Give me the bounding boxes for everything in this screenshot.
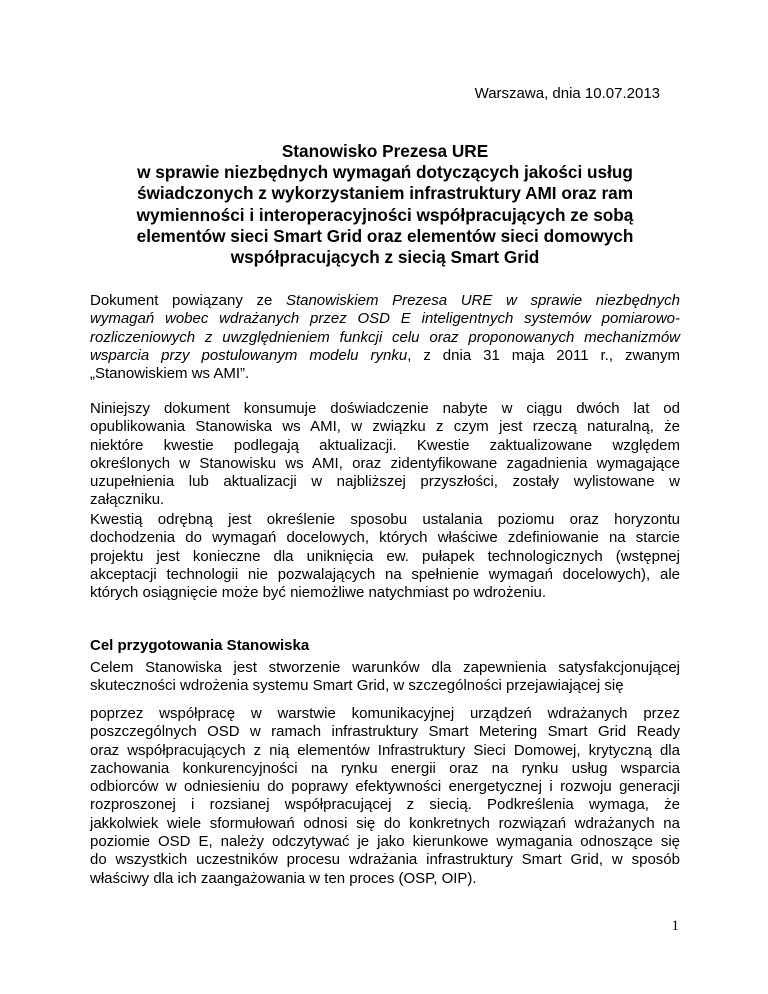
paragraph-target-requirements <box>90 511 680 602</box>
paragraph-line: do wszystkich uczestników procesu wdrażania infrastruktury Smart Grid, w sposób <box>90 851 680 869</box>
paragraph-line: akceptacji technologii nie pozwalających na spełnienie wymagań docelowych), ale <box>90 565 680 583</box>
paragraph-line: „Stanowiskiem ws AMI”. <box>90 365 250 383</box>
italic-run: Stanowiskiem Prezesa URE w sprawie niezbędnych <box>285 292 680 309</box>
paragraph-experience <box>90 400 680 510</box>
page-number: 1 <box>671 918 679 934</box>
paragraph-line: Kwestią odrębną jest określenie sposobu ustalania poziomu oraz horyzontu <box>90 511 680 528</box>
paragraph-line: zachowania konkurencyjności na rynku energii oraz na rynku usług wsparcia <box>90 759 680 777</box>
italic-run: wsparcia przy postulowanym modelu rynku <box>90 346 408 364</box>
paragraph-line <box>90 310 680 328</box>
title-line: w sprawie niezbędnych wymagań dotyczących jakości usług <box>137 162 633 183</box>
paragraph-line: niektóre kwestie podlegają aktualizacji. Kwestie zaktualizowane względem <box>90 436 680 454</box>
paragraph-line: których osiągnięcie może być niemożliwe natychmiast po wdrożeniu. <box>90 584 547 602</box>
paragraph-line: jakkolwiek wiele sformułowań odnosi się do konkretnych rozwiązań wdrażanych na <box>90 814 680 832</box>
paragraph-line <box>90 347 680 365</box>
title-line: świadczonych z wykorzystaniem infrastruktury AMI oraz ram <box>136 183 634 204</box>
paragraph-related-document <box>90 292 680 383</box>
text-run: Dokument powiązany ze <box>90 292 286 309</box>
paragraph-line: Niniejszy dokument konsumuje doświadczenie nabyte w ciągu dwóch lat od <box>90 400 680 417</box>
paragraph-line: poziomie OSD E, należy odczytywać je jako kierunkowe wymagania odnoszące się <box>90 833 680 851</box>
paragraph-line: projektu jest konieczne dla uniknięcia ew. pułapek technologicznych (wstępnej <box>90 547 680 565</box>
title-line: elementów sieci Smart Grid oraz elementów sieci domowych <box>136 225 634 246</box>
paragraph-line: dochodzenia do wymagań docelowych, których właściwe zdefiniowanie na starcie <box>90 529 680 547</box>
paragraph-line: określonych w Stanowisku ws AMI, oraz zidentyfikowane zagadnienia wymagające <box>90 454 680 472</box>
section-heading: Cel przygotowania Stanowiska <box>90 637 310 654</box>
paragraph-line: załączniku. <box>90 491 165 509</box>
paragraph-line: właściwy dla ich zaangażowania w ten proces (OSP, OIP). <box>90 869 477 887</box>
paragraph-purpose <box>90 659 680 696</box>
text-run: , z dnia 31 maja 2011 r., zwanym <box>407 346 681 364</box>
paragraph-line: odbiorców w odniesieniu do poprawy efektywności energetycznej i rozwoju generacji <box>90 778 680 796</box>
date-line: Warszawa, dnia 10.07.2013 <box>474 85 660 102</box>
paragraph-line: rozproszonej i rozsianej współpracującej z siecią. Podkreślenia wymaga, że <box>90 796 680 814</box>
title-line: Stanowisko Prezesa URE <box>281 141 489 161</box>
paragraph-cooperation <box>90 705 680 888</box>
paragraph-line: Celem Stanowiska jest stworzenie warunków dla zapewnienia satysfakcjonującej <box>90 659 680 676</box>
paragraph-line <box>90 292 680 310</box>
title-line: współpracujących z siecią Smart Grid <box>230 247 540 268</box>
italic-run: wymagań wobec wdrażanych przez OSD E inteligentnych systemów pomiarowo- <box>90 310 680 328</box>
paragraph-line: opublikowania Stanowiska ws AMI, w związku z czym jest rzeczą naturalną, że <box>90 418 680 436</box>
italic-run: rozliczeniowych z uwzględnieniem funkcji celu oraz proponowanych mechanizmów <box>90 328 680 346</box>
paragraph-line <box>90 329 680 347</box>
document-title <box>95 141 675 268</box>
paragraph-line: poszczególnych OSD w ramach infrastruktury Smart Metering Smart Grid Ready <box>90 723 680 741</box>
paragraph-line: oraz współpracujących z nią elementów Infrastruktury Sieci Domowej, krytyczną dla <box>90 741 680 759</box>
title-line: wymienności i interoperacyjności współpracujących ze sobą <box>136 204 634 225</box>
paragraph-line: skuteczności wdrożenia systemu Smart Grid, w szczególności przejawiającej się <box>90 677 624 695</box>
paragraph-line: poprzez współpracę w warstwie komunikacyjnej urządzeń wdrażanych przez <box>90 705 680 722</box>
paragraph-line: uzupełnienia lub aktualizacji w najbliższej przyszłości, zostały wylistowane w <box>90 473 680 491</box>
